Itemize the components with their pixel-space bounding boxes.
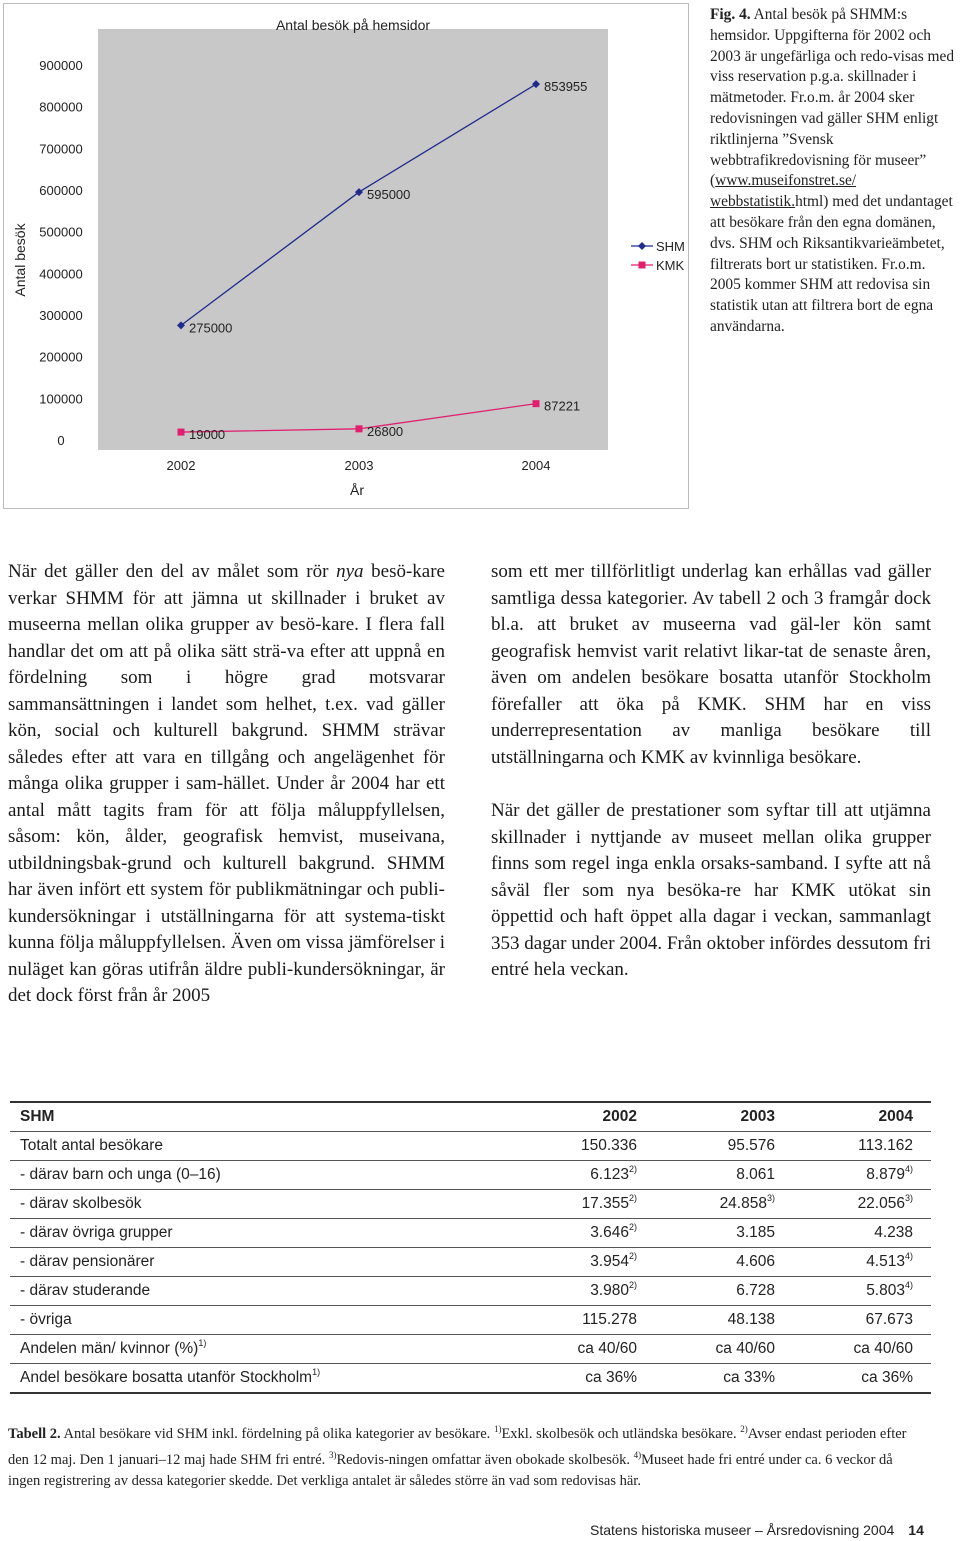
figure-label: Fig. 4. [710,6,751,23]
data-label-kmk: 87221 [544,398,581,414]
table-row [10,1364,931,1394]
table-cell: ca 36% [793,1364,931,1394]
paragraph: När det gäller den del av målet som rör nya besö-kare verkar SHMM för att jämna ut skillnader i bruket av museerna mellan olika grupper av besö-kare. I flera fall handlar det om att på olika sätt strä-va efter att uppnå en fördelning som i högre grad motsvarar sammansättningen i landet som helhet, t.ex. vad gäller kön, social och kulturell bakgrund. SHMM strävar således efter att vara en tillgång och angelägenhet för många olika grupper i sam-hället. Under år 2004 har ett antal mått tagits fram för att följa måluppfyllelsen, såsom: kön, ålder, geografisk hemvist, museivana, utbildningsbak-grund och kulturell bakgrund. SHMM har även infört ett system för publikmätningar och publi-kundersökningar i utställningarna för att systema-tiskt kunna följa måluppfyllelsen. Även om vissa jämförelser i nuläget kan göras utifrån äldre publi-kundersökningar, är det dock först från år 2005 [8,561,445,1006]
row-label: - därav barn och unga (0–16) [10,1161,517,1190]
figure-caption [710,5,955,338]
table-cell: 48.138 [655,1306,793,1335]
row-label: Totalt antal besökare [10,1132,517,1161]
table-cell: 6.123$^{2)}$ [517,1161,655,1190]
table-cell: 22.056$^{3)}$ [793,1190,931,1219]
table-cell: 113.162 [793,1132,931,1161]
table-cell: 4.606 [655,1248,793,1277]
legend-marker [639,262,646,269]
table-row [10,1335,931,1364]
row-label: - därav skolbesök [10,1190,517,1219]
row-label: Andel besökare bosatta utanför Stockholm$^{1)}$ [10,1364,517,1394]
table-row [10,1306,931,1335]
data-label-shm: 853955 [544,79,588,95]
footer-text: Statens historiska museer – Årsredovisning 2004 [590,1522,895,1538]
table-cell: 5.803$^{4)}$ [793,1277,931,1306]
row-label: - därav studerande [10,1277,517,1306]
y-tick-label: 500000 [39,224,83,240]
table-cell: 67.673 [793,1306,931,1335]
body-column-right [491,559,931,984]
table-cell: 6.728 [655,1277,793,1306]
y-tick-label: 200000 [39,349,83,365]
table-cell: ca 33% [655,1364,793,1394]
page-footer [590,1522,924,1538]
table-cell: 8.879$^{4)}$ [793,1161,931,1190]
table-cell: 24.858$^{3)}$ [655,1190,793,1219]
column-header: 2004 [793,1102,931,1132]
table-cell: 17.355$^{2)}$ [517,1190,655,1219]
y-tick-label: 0 [57,433,65,448]
data-point-kmk [533,400,540,407]
table-row [10,1161,931,1190]
x-axis-label: År [350,482,364,498]
data-point-kmk [356,425,363,432]
table-header-row [10,1102,931,1132]
y-tick-label: 700000 [39,141,83,157]
paragraph: När det gäller de prestationer som syftar till att utjämna skillnader i nyttjande av museet mellan olika grupper finns som regel inga enkla orsaks-samband. I syfte att nå såväl fler som nya besöka-re har KMK utökat sin öppettid och haft öppet alla dagar i veckan, sammanlagt 353 dagar under 2004. Från oktober infördes dessutom fri entré hela veckan. [491,800,931,980]
y-tick-label: 800000 [39,99,83,115]
y-tick-label: 300000 [39,307,83,323]
paragraph: som ett mer tillförlitligt underlag kan erhållas vad gäller samtliga dessa kategorier. Av tabell 2 och 3 framgår dock bl.a. att bruket av museerna vad gäl-ler kön samt geografisk hemvist varit relativt likar-tat de senaste åren, även om andelen besökare bosatta utanför Stockholm förefaller att öka på KMK. SHM har en viss underrepresentation av manliga besökare till utställningarna och KMK av kvinnliga besökare. [491,561,931,768]
y-tick-label: 600000 [39,182,83,198]
legend-marker [638,242,646,250]
caption-text-cont: html) med det undantaget att besökare från den egna domänen, dvs. SHM och Riksantikvarieämbetet, filtrerats bort ur statistiken. Fr.o.m. 2005 kommer SHM att redovisa sin statistik utan att filtrera bort de egna användarna. [710,193,953,335]
table-cell: 115.278 [517,1306,655,1335]
table-row [10,1132,931,1161]
table-row [10,1277,931,1306]
table-cell: 8.061 [655,1161,793,1190]
table-cell: 3.980$^{2)}$ [517,1277,655,1306]
column-header: 2003 [655,1102,793,1132]
table-cell: 95.576 [655,1132,793,1161]
caption-link[interactable]: www.museifonstret.se/ webbstatistik. [710,172,857,211]
table-caption: Tabell 2. Antal besökare vid SHM inkl. fördelning på olika kategorier av besökare. $^{1)}$Exkl. skolbesök och utländska besökare. $^{2)}$Avser endast perioden efter den 12 maj. Den 1 januari–12 maj hade SHM fri entré. $^{3)}$Redovis-ningen omfattar även obokade skolbesök. $^{4)}$Museet hade fri entré under ca. 6 veckor då ingen registrering av dessa kategorier skedde. Det verkliga antalet är således större än vad som redovisas här. [8,1424,907,1489]
table-cell: 4.238 [793,1219,931,1248]
table-row [10,1190,931,1219]
data-label-shm: 275000 [189,320,233,336]
table-cell: ca 36% [517,1364,655,1394]
caption-text: Antal besök på SHMM:s hemsidor. Uppgifterna för 2002 och 2003 är ungefärliga och redo-visas med viss reservation p.g.a. skillnader i mätmetoder. Fr.o.m. år 2004 sker redovisningen vad gäller SHM enligt riktlinjerna ”Svensk webbtrafikredovisning för museer” ( [710,6,955,190]
y-axis-label: Antal besök [12,223,28,297]
x-tick-label: 2004 [521,458,551,473]
data-label-kmk: 26800 [367,423,404,439]
y-tick-label: 400000 [39,266,83,282]
column-header: SHM [10,1102,517,1132]
emphasis: nya [336,561,364,582]
table-cell: ca 40/60 [793,1335,931,1364]
table-cell: 3.185 [655,1219,793,1248]
data-label-shm: 595000 [367,187,411,203]
visitors-table [10,1101,931,1394]
table-cell: 4.513$^{4)}$ [793,1248,931,1277]
table-row [10,1248,931,1277]
legend-label: KMK [656,258,685,273]
table-cell: ca 40/60 [655,1335,793,1364]
y-tick-label: 900000 [39,57,83,73]
row-label: - därav pensionärer [10,1248,517,1277]
data-point-kmk [178,429,185,436]
row-label: Andelen män/ kvinnor (%)$^{1)}$ [10,1335,517,1364]
body-column-left [8,559,445,1010]
x-tick-label: 2002 [166,458,196,473]
line-chart [3,3,689,509]
table-row [10,1219,931,1248]
legend-label: SHM [656,239,685,254]
plot-area [98,29,608,450]
page-number: 14 [908,1522,924,1538]
chart-legend [631,239,685,273]
data-label-kmk: 19000 [189,427,226,443]
column-header: 2002 [517,1102,655,1132]
y-tick-label: 100000 [39,391,83,407]
table-cell: ca 40/60 [517,1335,655,1364]
table-cell: 3.954$^{2)}$ [517,1248,655,1277]
chart-title: Antal besök på hemsidor [275,17,431,33]
table-label: Tabell 2. [8,1425,61,1442]
x-tick-label: 2003 [344,458,374,473]
row-label: - därav övriga grupper [10,1219,517,1248]
table-cell: 3.646$^{2)}$ [517,1219,655,1248]
table-cell: 150.336 [517,1132,655,1161]
row-label: - övriga [10,1306,517,1335]
